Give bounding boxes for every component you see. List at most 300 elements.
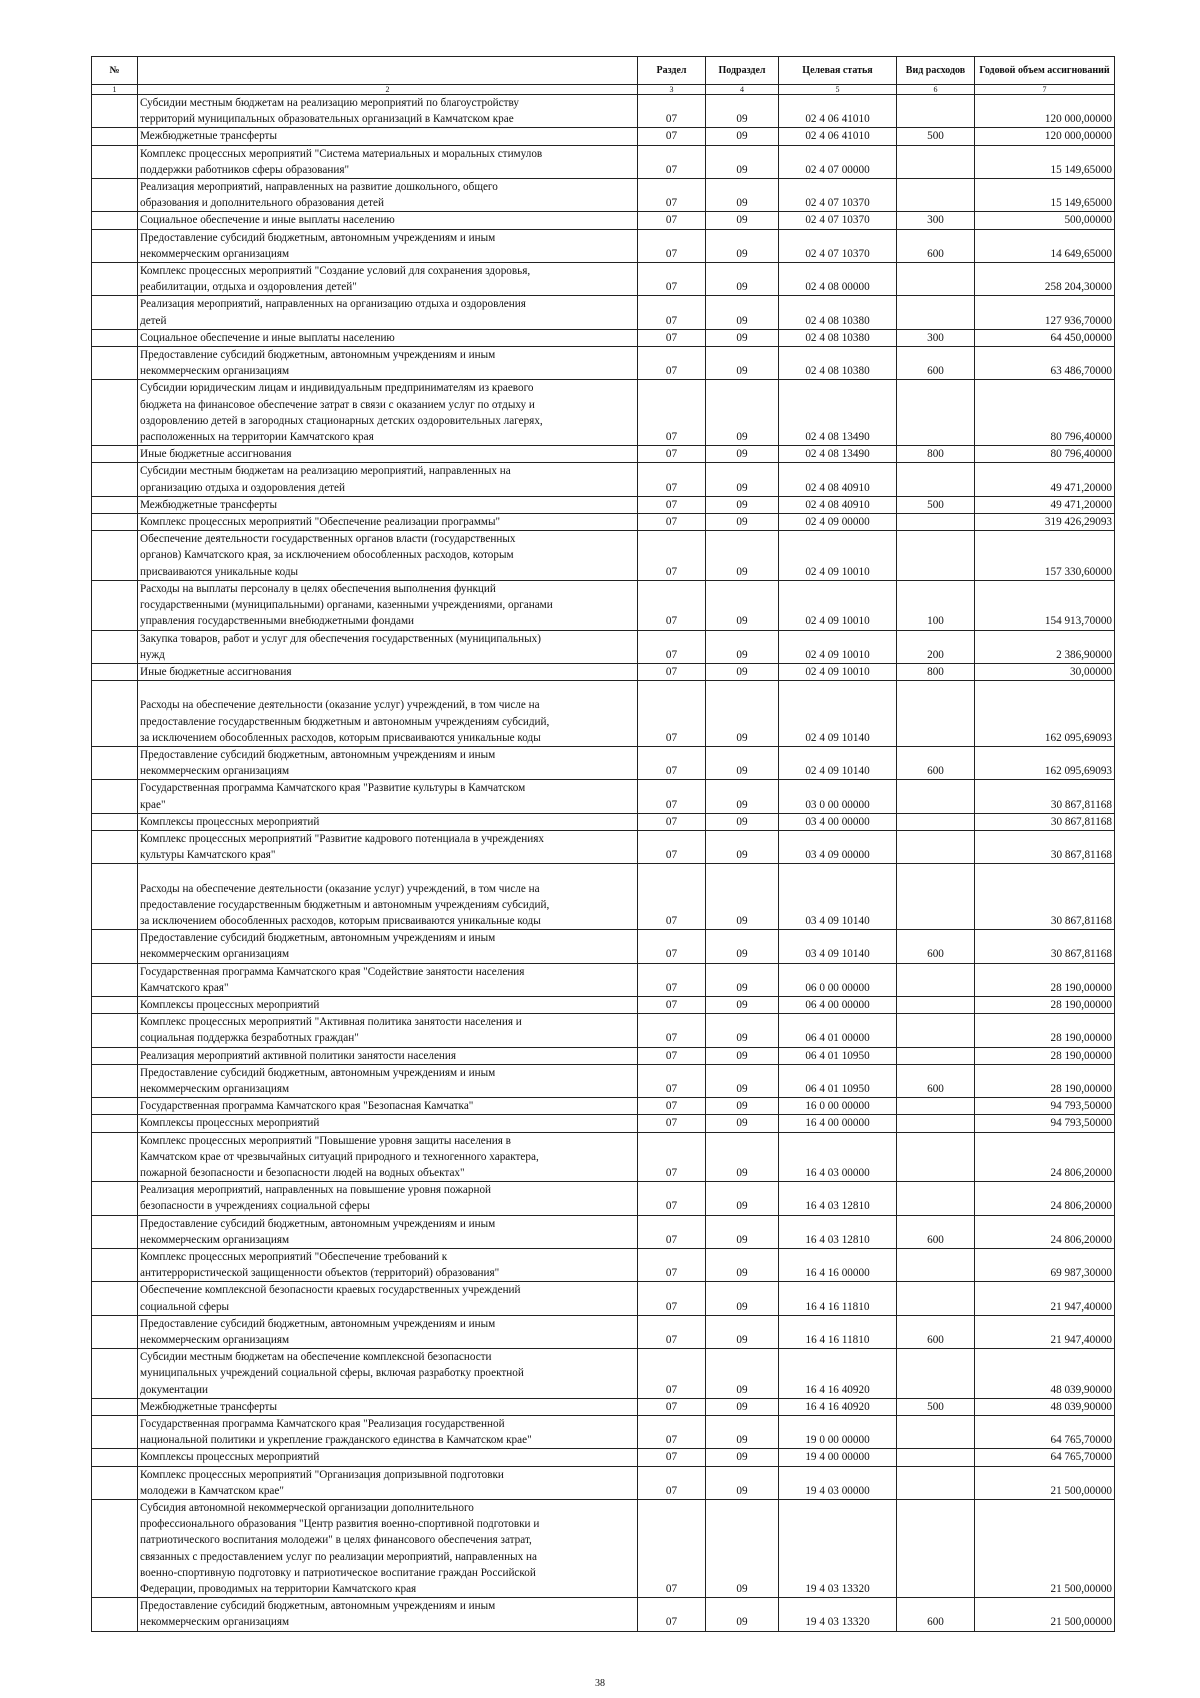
- cell-amount: 49 471,20000: [975, 463, 1115, 496]
- cell-num: [92, 1215, 138, 1248]
- cell-section: 07: [638, 128, 706, 145]
- cell-subsection: 09: [706, 1064, 779, 1097]
- cell-section: 07: [638, 229, 706, 262]
- cell-target: 02 4 08 13490: [779, 380, 897, 446]
- cell-expense-type: 500: [897, 496, 975, 513]
- cell-num: [92, 1349, 138, 1399]
- table-row: [92, 1098, 1115, 1115]
- cell-target: 02 4 07 00000: [779, 145, 897, 178]
- cell-num: [92, 663, 138, 680]
- cell-expense-type: 200: [897, 630, 975, 663]
- cell-expense-type: [897, 1098, 975, 1115]
- cell-expense-type: [897, 681, 975, 747]
- cell-subsection: 09: [706, 1132, 779, 1182]
- cell-num: [92, 145, 138, 178]
- table-row: [92, 996, 1115, 1013]
- cell-expense-type: [897, 1349, 975, 1399]
- cell-section: 07: [638, 830, 706, 863]
- cell-subsection: 09: [706, 496, 779, 513]
- table-row: [92, 1416, 1115, 1449]
- cell-num: [92, 128, 138, 145]
- cell-section: 07: [638, 296, 706, 329]
- cell-num: [92, 95, 138, 128]
- cell-name: Расходы на выплаты персоналу в целях обеспечения выполнения функций государственными (муниципальными) органами, казенными учреждениями, органами управления государственными внебюджетными фондами: [138, 580, 638, 630]
- cell-target: 02 4 08 40910: [779, 463, 897, 496]
- cell-amount: 21 500,00000: [975, 1598, 1115, 1631]
- cell-amount: 162 095,69093: [975, 746, 1115, 779]
- cell-expense-type: [897, 179, 975, 212]
- cell-expense-type: [897, 1249, 975, 1282]
- cell-amount: 21 500,00000: [975, 1466, 1115, 1499]
- cell-target: 16 4 16 11810: [779, 1315, 897, 1348]
- cell-subsection: 09: [706, 263, 779, 296]
- cell-name: Субсидии местным бюджетам на реализацию мероприятий по благоустройству территорий муниципальных образовательных организаций в Камчатском крае: [138, 95, 638, 128]
- cell-subsection: 09: [706, 446, 779, 463]
- cell-num: [92, 830, 138, 863]
- cell-subsection: 09: [706, 681, 779, 747]
- cell-target: 06 4 01 10950: [779, 1047, 897, 1064]
- cell-subsection: 09: [706, 1500, 779, 1598]
- cell-subsection: 09: [706, 580, 779, 630]
- header-section: Раздел: [638, 57, 706, 85]
- cell-expense-type: [897, 813, 975, 830]
- table-row: [92, 1249, 1115, 1282]
- cell-subsection: 09: [706, 864, 779, 930]
- cell-target: 03 0 00 00000: [779, 780, 897, 813]
- cell-target: 16 4 03 00000: [779, 1132, 897, 1182]
- cell-subsection: 09: [706, 996, 779, 1013]
- cell-name: Социальное обеспечение и иные выплаты населению: [138, 329, 638, 346]
- cell-amount: 21 947,40000: [975, 1282, 1115, 1315]
- cell-target: 02 4 09 10010: [779, 580, 897, 630]
- header-amount: Годовой объем ассигнований: [975, 57, 1115, 85]
- cell-name: Межбюджетные трансферты: [138, 1398, 638, 1415]
- cell-subsection: 09: [706, 663, 779, 680]
- table-row: [92, 463, 1115, 496]
- cell-num: [92, 864, 138, 930]
- table-row: [92, 663, 1115, 680]
- cell-section: 07: [638, 1449, 706, 1466]
- table-row: [92, 830, 1115, 863]
- cell-num: [92, 347, 138, 380]
- cell-name: Государственная программа Камчатского края "Развитие культуры в Камчатском крае": [138, 780, 638, 813]
- cell-num: [92, 681, 138, 747]
- cell-section: 07: [638, 1249, 706, 1282]
- cell-target: 03 4 09 10140: [779, 864, 897, 930]
- cell-section: 07: [638, 1182, 706, 1215]
- cell-num: [92, 229, 138, 262]
- table-row: [92, 1132, 1115, 1182]
- cell-target: 16 0 00 00000: [779, 1098, 897, 1115]
- cell-expense-type: 600: [897, 1215, 975, 1248]
- cell-expense-type: [897, 1115, 975, 1132]
- cell-name: Предоставление субсидий бюджетным, автономным учреждениям и иным некоммерческим организациям: [138, 229, 638, 262]
- table-row: [92, 145, 1115, 178]
- cell-amount: 162 095,69093: [975, 681, 1115, 747]
- cell-amount: 48 039,90000: [975, 1349, 1115, 1399]
- cell-name: Комплекс процессных мероприятий "Обеспечение реализации программы": [138, 514, 638, 531]
- cell-amount: 258 204,30000: [975, 263, 1115, 296]
- cell-section: 07: [638, 630, 706, 663]
- cell-name: Комплексы процессных мероприятий: [138, 813, 638, 830]
- table-row: [92, 1449, 1115, 1466]
- cell-num: [92, 580, 138, 630]
- cell-name: Реализация мероприятий, направленных на развитие дошкольного, общего образования и дополнительного образования детей: [138, 179, 638, 212]
- table-row: [92, 229, 1115, 262]
- cell-name: Закупка товаров, работ и услуг для обеспечения государственных (муниципальных) нужд: [138, 630, 638, 663]
- cell-target: 02 4 06 41010: [779, 128, 897, 145]
- cell-subsection: 09: [706, 963, 779, 996]
- cell-expense-type: [897, 145, 975, 178]
- cell-amount: 69 987,30000: [975, 1249, 1115, 1282]
- cell-amount: 14 649,65000: [975, 229, 1115, 262]
- table-row: [92, 1349, 1115, 1399]
- cell-amount: 80 796,40000: [975, 380, 1115, 446]
- cell-subsection: 09: [706, 1466, 779, 1499]
- table-row: [92, 1315, 1115, 1348]
- cell-expense-type: [897, 531, 975, 581]
- cell-target: 16 4 03 12810: [779, 1215, 897, 1248]
- cell-num: [92, 1500, 138, 1598]
- cell-target: 02 4 08 10380: [779, 329, 897, 346]
- table-row: [92, 179, 1115, 212]
- table-row: [92, 296, 1115, 329]
- cell-expense-type: [897, 514, 975, 531]
- cell-section: 07: [638, 531, 706, 581]
- cell-amount: 154 913,70000: [975, 580, 1115, 630]
- cell-subsection: 09: [706, 514, 779, 531]
- cell-name: Предоставление субсидий бюджетным, автономным учреждениям и иным некоммерческим организациям: [138, 1598, 638, 1631]
- table-row: [92, 1115, 1115, 1132]
- column-number-row: [92, 85, 1115, 95]
- cell-amount: 28 190,00000: [975, 1064, 1115, 1097]
- cell-section: 07: [638, 514, 706, 531]
- cell-num: [92, 463, 138, 496]
- cell-target: 02 4 09 10010: [779, 630, 897, 663]
- cell-target: 19 0 00 00000: [779, 1416, 897, 1449]
- cell-subsection: 09: [706, 746, 779, 779]
- cell-target: 16 4 00 00000: [779, 1115, 897, 1132]
- cell-section: 07: [638, 963, 706, 996]
- cell-subsection: 09: [706, 1014, 779, 1047]
- cell-section: 07: [638, 813, 706, 830]
- table-row: [92, 1182, 1115, 1215]
- cell-expense-type: [897, 1282, 975, 1315]
- cell-subsection: 09: [706, 1115, 779, 1132]
- cell-name: Комплекс процессных мероприятий "Обеспечение требований к антитеррористической защищенности объектов (территорий) образования": [138, 1249, 638, 1282]
- cell-expense-type: 600: [897, 930, 975, 963]
- cell-target: 19 4 00 00000: [779, 1449, 897, 1466]
- cell-expense-type: [897, 1047, 975, 1064]
- cell-section: 07: [638, 380, 706, 446]
- cell-target: 02 4 09 10010: [779, 663, 897, 680]
- cell-target: 06 4 00 00000: [779, 996, 897, 1013]
- cell-amount: 21 947,40000: [975, 1315, 1115, 1348]
- cell-section: 07: [638, 1349, 706, 1399]
- cell-expense-type: 600: [897, 229, 975, 262]
- cell-target: 19 4 03 13320: [779, 1500, 897, 1598]
- cell-expense-type: 300: [897, 329, 975, 346]
- cell-subsection: 09: [706, 1349, 779, 1399]
- cell-expense-type: [897, 864, 975, 930]
- cell-name: Реализация мероприятий, направленных на повышение уровня пожарной безопасности в учреждениях социальной сферы: [138, 1182, 638, 1215]
- cell-subsection: 09: [706, 630, 779, 663]
- table-row: [92, 531, 1115, 581]
- table-row: [92, 212, 1115, 229]
- table-row: [92, 780, 1115, 813]
- table-row: [92, 930, 1115, 963]
- cell-amount: 64 450,00000: [975, 329, 1115, 346]
- cell-subsection: 09: [706, 95, 779, 128]
- cell-target: 03 4 09 00000: [779, 830, 897, 863]
- cell-num: [92, 1416, 138, 1449]
- cell-name: Комплекс процессных мероприятий "Система материальных и моральных стимулов поддержки работников сферы образования": [138, 145, 638, 178]
- cell-name: Реализация мероприятий активной политики занятости населения: [138, 1047, 638, 1064]
- cell-amount: 319 426,29093: [975, 514, 1115, 531]
- cell-amount: 24 806,20000: [975, 1215, 1115, 1248]
- cell-amount: 80 796,40000: [975, 446, 1115, 463]
- table-row: [92, 347, 1115, 380]
- cell-section: 07: [638, 95, 706, 128]
- table-row: [92, 630, 1115, 663]
- cell-num: [92, 496, 138, 513]
- cell-subsection: 09: [706, 1416, 779, 1449]
- cell-name: Предоставление субсидий бюджетным, автономным учреждениям и иным некоммерческим организациям: [138, 746, 638, 779]
- cell-target: 06 4 01 10950: [779, 1064, 897, 1097]
- cell-target: 16 4 03 12810: [779, 1182, 897, 1215]
- cell-section: 07: [638, 580, 706, 630]
- cell-name: Государственная программа Камчатского края "Содействие занятости населения Камчатского края": [138, 963, 638, 996]
- cell-section: 07: [638, 1466, 706, 1499]
- cell-expense-type: 300: [897, 212, 975, 229]
- cell-num: [92, 179, 138, 212]
- cell-target: 02 4 09 00000: [779, 514, 897, 531]
- cell-section: 07: [638, 780, 706, 813]
- cell-num: [92, 1047, 138, 1064]
- cell-subsection: 09: [706, 1182, 779, 1215]
- cell-section: 07: [638, 347, 706, 380]
- cell-section: 07: [638, 263, 706, 296]
- cell-section: 07: [638, 1132, 706, 1182]
- cell-section: 07: [638, 496, 706, 513]
- cell-target: 03 4 00 00000: [779, 813, 897, 830]
- cell-num: [92, 630, 138, 663]
- cell-amount: 15 149,65000: [975, 145, 1115, 178]
- table-row: [92, 128, 1115, 145]
- cell-amount: 30 867,81168: [975, 830, 1115, 863]
- table-row: [92, 95, 1115, 128]
- cell-amount: 500,00000: [975, 212, 1115, 229]
- cell-amount: 24 806,20000: [975, 1182, 1115, 1215]
- cell-amount: 24 806,20000: [975, 1132, 1115, 1182]
- cell-name: Иные бюджетные ассигнования: [138, 446, 638, 463]
- cell-subsection: 09: [706, 1398, 779, 1415]
- cell-amount: 94 793,50000: [975, 1098, 1115, 1115]
- cell-name: Предоставление субсидий бюджетным, автономным учреждениям и иным некоммерческим организациям: [138, 1064, 638, 1097]
- cell-name: Обеспечение деятельности государственных органов власти (государственных органов) Камчатского края, за исключением обособленных расходов, которым присваиваются уникальные коды: [138, 531, 638, 581]
- cell-expense-type: [897, 1416, 975, 1449]
- cell-section: 07: [638, 212, 706, 229]
- cell-expense-type: 600: [897, 746, 975, 779]
- cell-num: [92, 1449, 138, 1466]
- cell-target: 19 4 03 00000: [779, 1466, 897, 1499]
- cell-expense-type: [897, 380, 975, 446]
- cell-subsection: 09: [706, 780, 779, 813]
- table-row: [92, 864, 1115, 930]
- cell-name: Комплекс процессных мероприятий "Активная политика занятости населения и социальная поддержка безработных граждан": [138, 1014, 638, 1047]
- cell-num: [92, 446, 138, 463]
- cell-subsection: 09: [706, 179, 779, 212]
- cell-expense-type: [897, 996, 975, 1013]
- column-number: 5: [779, 85, 897, 95]
- cell-amount: 64 765,70000: [975, 1416, 1115, 1449]
- cell-amount: 48 039,90000: [975, 1398, 1115, 1415]
- cell-num: [92, 1115, 138, 1132]
- cell-num: [92, 1132, 138, 1182]
- cell-amount: 28 190,00000: [975, 1047, 1115, 1064]
- cell-section: 07: [638, 1416, 706, 1449]
- table-row: [92, 1047, 1115, 1064]
- cell-subsection: 09: [706, 1215, 779, 1248]
- table-row: [92, 580, 1115, 630]
- table-row: [92, 1215, 1115, 1248]
- cell-num: [92, 531, 138, 581]
- cell-name: Предоставление субсидий бюджетным, автономным учреждениям и иным некоммерческим организациям: [138, 347, 638, 380]
- cell-expense-type: [897, 1500, 975, 1598]
- cell-section: 07: [638, 329, 706, 346]
- cell-subsection: 09: [706, 145, 779, 178]
- cell-expense-type: [897, 780, 975, 813]
- cell-section: 07: [638, 446, 706, 463]
- cell-num: [92, 212, 138, 229]
- column-number: 3: [638, 85, 706, 95]
- cell-num: [92, 1249, 138, 1282]
- cell-section: 07: [638, 463, 706, 496]
- cell-name: Комплекс процессных мероприятий "Создание условий для сохранения здоровья, реабилитации, отдыха и оздоровления детей": [138, 263, 638, 296]
- column-number: 4: [706, 85, 779, 95]
- cell-amount: 157 330,60000: [975, 531, 1115, 581]
- cell-section: 07: [638, 996, 706, 1013]
- cell-section: 07: [638, 145, 706, 178]
- cell-name: Социальное обеспечение и иные выплаты населению: [138, 212, 638, 229]
- cell-name: Иные бюджетные ассигнования: [138, 663, 638, 680]
- cell-amount: 2 386,90000: [975, 630, 1115, 663]
- cell-section: 07: [638, 1047, 706, 1064]
- cell-target: 16 4 16 40920: [779, 1349, 897, 1399]
- cell-name: Комплекс процессных мероприятий "Повышение уровня защиты населения в Камчатском крае от чрезвычайных ситуаций природного и техногенного характера, пожарной безопасности и безопасности людей на водных объектах": [138, 1132, 638, 1182]
- cell-num: [92, 263, 138, 296]
- table-header-row: [92, 57, 1115, 85]
- cell-subsection: 09: [706, 830, 779, 863]
- cell-target: 02 4 09 10010: [779, 531, 897, 581]
- header-target: Целевая статья: [779, 57, 897, 85]
- cell-subsection: 09: [706, 1598, 779, 1631]
- cell-subsection: 09: [706, 930, 779, 963]
- cell-name: Субсидии местным бюджетам на реализацию мероприятий, направленных на организацию отдыха и оздоровления детей: [138, 463, 638, 496]
- cell-target: 19 4 03 13320: [779, 1598, 897, 1631]
- table-row: [92, 329, 1115, 346]
- column-number: 6: [897, 85, 975, 95]
- cell-amount: 30 867,81168: [975, 930, 1115, 963]
- cell-num: [92, 329, 138, 346]
- cell-num: [92, 1182, 138, 1215]
- cell-expense-type: [897, 1449, 975, 1466]
- cell-amount: 49 471,20000: [975, 496, 1115, 513]
- cell-subsection: 09: [706, 229, 779, 262]
- table-row: [92, 514, 1115, 531]
- table-row: [92, 746, 1115, 779]
- cell-amount: 15 149,65000: [975, 179, 1115, 212]
- table-row: [92, 1398, 1115, 1415]
- cell-expense-type: 600: [897, 347, 975, 380]
- cell-expense-type: 600: [897, 1315, 975, 1348]
- cell-expense-type: [897, 1466, 975, 1499]
- cell-name: Расходы на обеспечение деятельности (оказание услуг) учреждений, в том числе на предоставление государственным бюджетным и автономным учреждениям субсидий, за исключением обособленных расходов, которым присваиваются уникальные коды: [138, 864, 638, 930]
- cell-name: Комплексы процессных мероприятий: [138, 1115, 638, 1132]
- cell-subsection: 09: [706, 1098, 779, 1115]
- table-row: [92, 380, 1115, 446]
- cell-target: 16 4 16 11810: [779, 1282, 897, 1315]
- header-expense-type: Вид расходов: [897, 57, 975, 85]
- column-number: 7: [975, 85, 1115, 95]
- cell-amount: 30 867,81168: [975, 864, 1115, 930]
- table-row: [92, 496, 1115, 513]
- cell-section: 07: [638, 681, 706, 747]
- cell-section: 07: [638, 1098, 706, 1115]
- cell-name: Государственная программа Камчатского края "Реализация государственной национальной политики и укрепление гражданского единства в Камчатском крае": [138, 1416, 638, 1449]
- cell-expense-type: [897, 263, 975, 296]
- cell-section: 07: [638, 746, 706, 779]
- cell-name: Расходы на обеспечение деятельности (оказание услуг) учреждений, в том числе на предоставление государственным бюджетным и автономным учреждениям субсидий, за исключением обособленных расходов, которым присваиваются уникальные коды: [138, 681, 638, 747]
- cell-expense-type: [897, 296, 975, 329]
- cell-subsection: 09: [706, 347, 779, 380]
- table-row: [92, 963, 1115, 996]
- cell-target: 02 4 09 10140: [779, 681, 897, 747]
- cell-target: 06 4 01 00000: [779, 1014, 897, 1047]
- cell-name: Комплекс процессных мероприятий "Развитие кадрового потенциала в учреждениях культуры Камчатского края": [138, 830, 638, 863]
- cell-amount: 21 500,00000: [975, 1500, 1115, 1598]
- cell-name: Государственная программа Камчатского края "Безопасная Камчатка": [138, 1098, 638, 1115]
- cell-target: 02 4 07 10370: [779, 179, 897, 212]
- cell-target: 02 4 08 13490: [779, 446, 897, 463]
- cell-amount: 120 000,00000: [975, 95, 1115, 128]
- cell-name: Субсидии юридическим лицам и индивидуальным предпринимателям из краевого бюджета на финансовое обеспечение затрат в связи с оказанием услуг по отдыху и оздоровлению детей в загородных стационарных детских оздоровительных лагерях, расположенных на территории Камчатского края: [138, 380, 638, 446]
- cell-subsection: 09: [706, 1449, 779, 1466]
- cell-expense-type: [897, 1182, 975, 1215]
- column-number: 2: [138, 85, 638, 95]
- cell-subsection: 09: [706, 1315, 779, 1348]
- cell-expense-type: 500: [897, 128, 975, 145]
- cell-expense-type: 500: [897, 1398, 975, 1415]
- cell-num: [92, 1315, 138, 1348]
- cell-name: Комплексы процессных мероприятий: [138, 1449, 638, 1466]
- cell-name: Комплекс процессных мероприятий "Организация допризывной подготовки молодежи в Камчатском крае": [138, 1466, 638, 1499]
- cell-target: 02 4 09 10140: [779, 746, 897, 779]
- cell-expense-type: [897, 1132, 975, 1182]
- cell-name: Межбюджетные трансферты: [138, 128, 638, 145]
- cell-subsection: 09: [706, 463, 779, 496]
- cell-expense-type: [897, 963, 975, 996]
- header-name: [138, 57, 638, 85]
- cell-amount: 120 000,00000: [975, 128, 1115, 145]
- cell-num: [92, 963, 138, 996]
- table-row: [92, 1014, 1115, 1047]
- cell-num: [92, 1064, 138, 1097]
- cell-amount: 30 867,81168: [975, 780, 1115, 813]
- cell-name: Субсидия автономной некоммерческой организации дополнительного профессионального образования "Центр развития военно-спортивной подготовки и патриотического воспитания молодежи" в целях финансового обеспечения затрат, связанных с предоставлением услуг по реализации мероприятий, направленных на военно-спортивную подготовку и патриотическое воспитание граждан Российской Федерации, проводимых на территории Камчатского края: [138, 1500, 638, 1598]
- cell-num: [92, 813, 138, 830]
- cell-amount: 28 190,00000: [975, 963, 1115, 996]
